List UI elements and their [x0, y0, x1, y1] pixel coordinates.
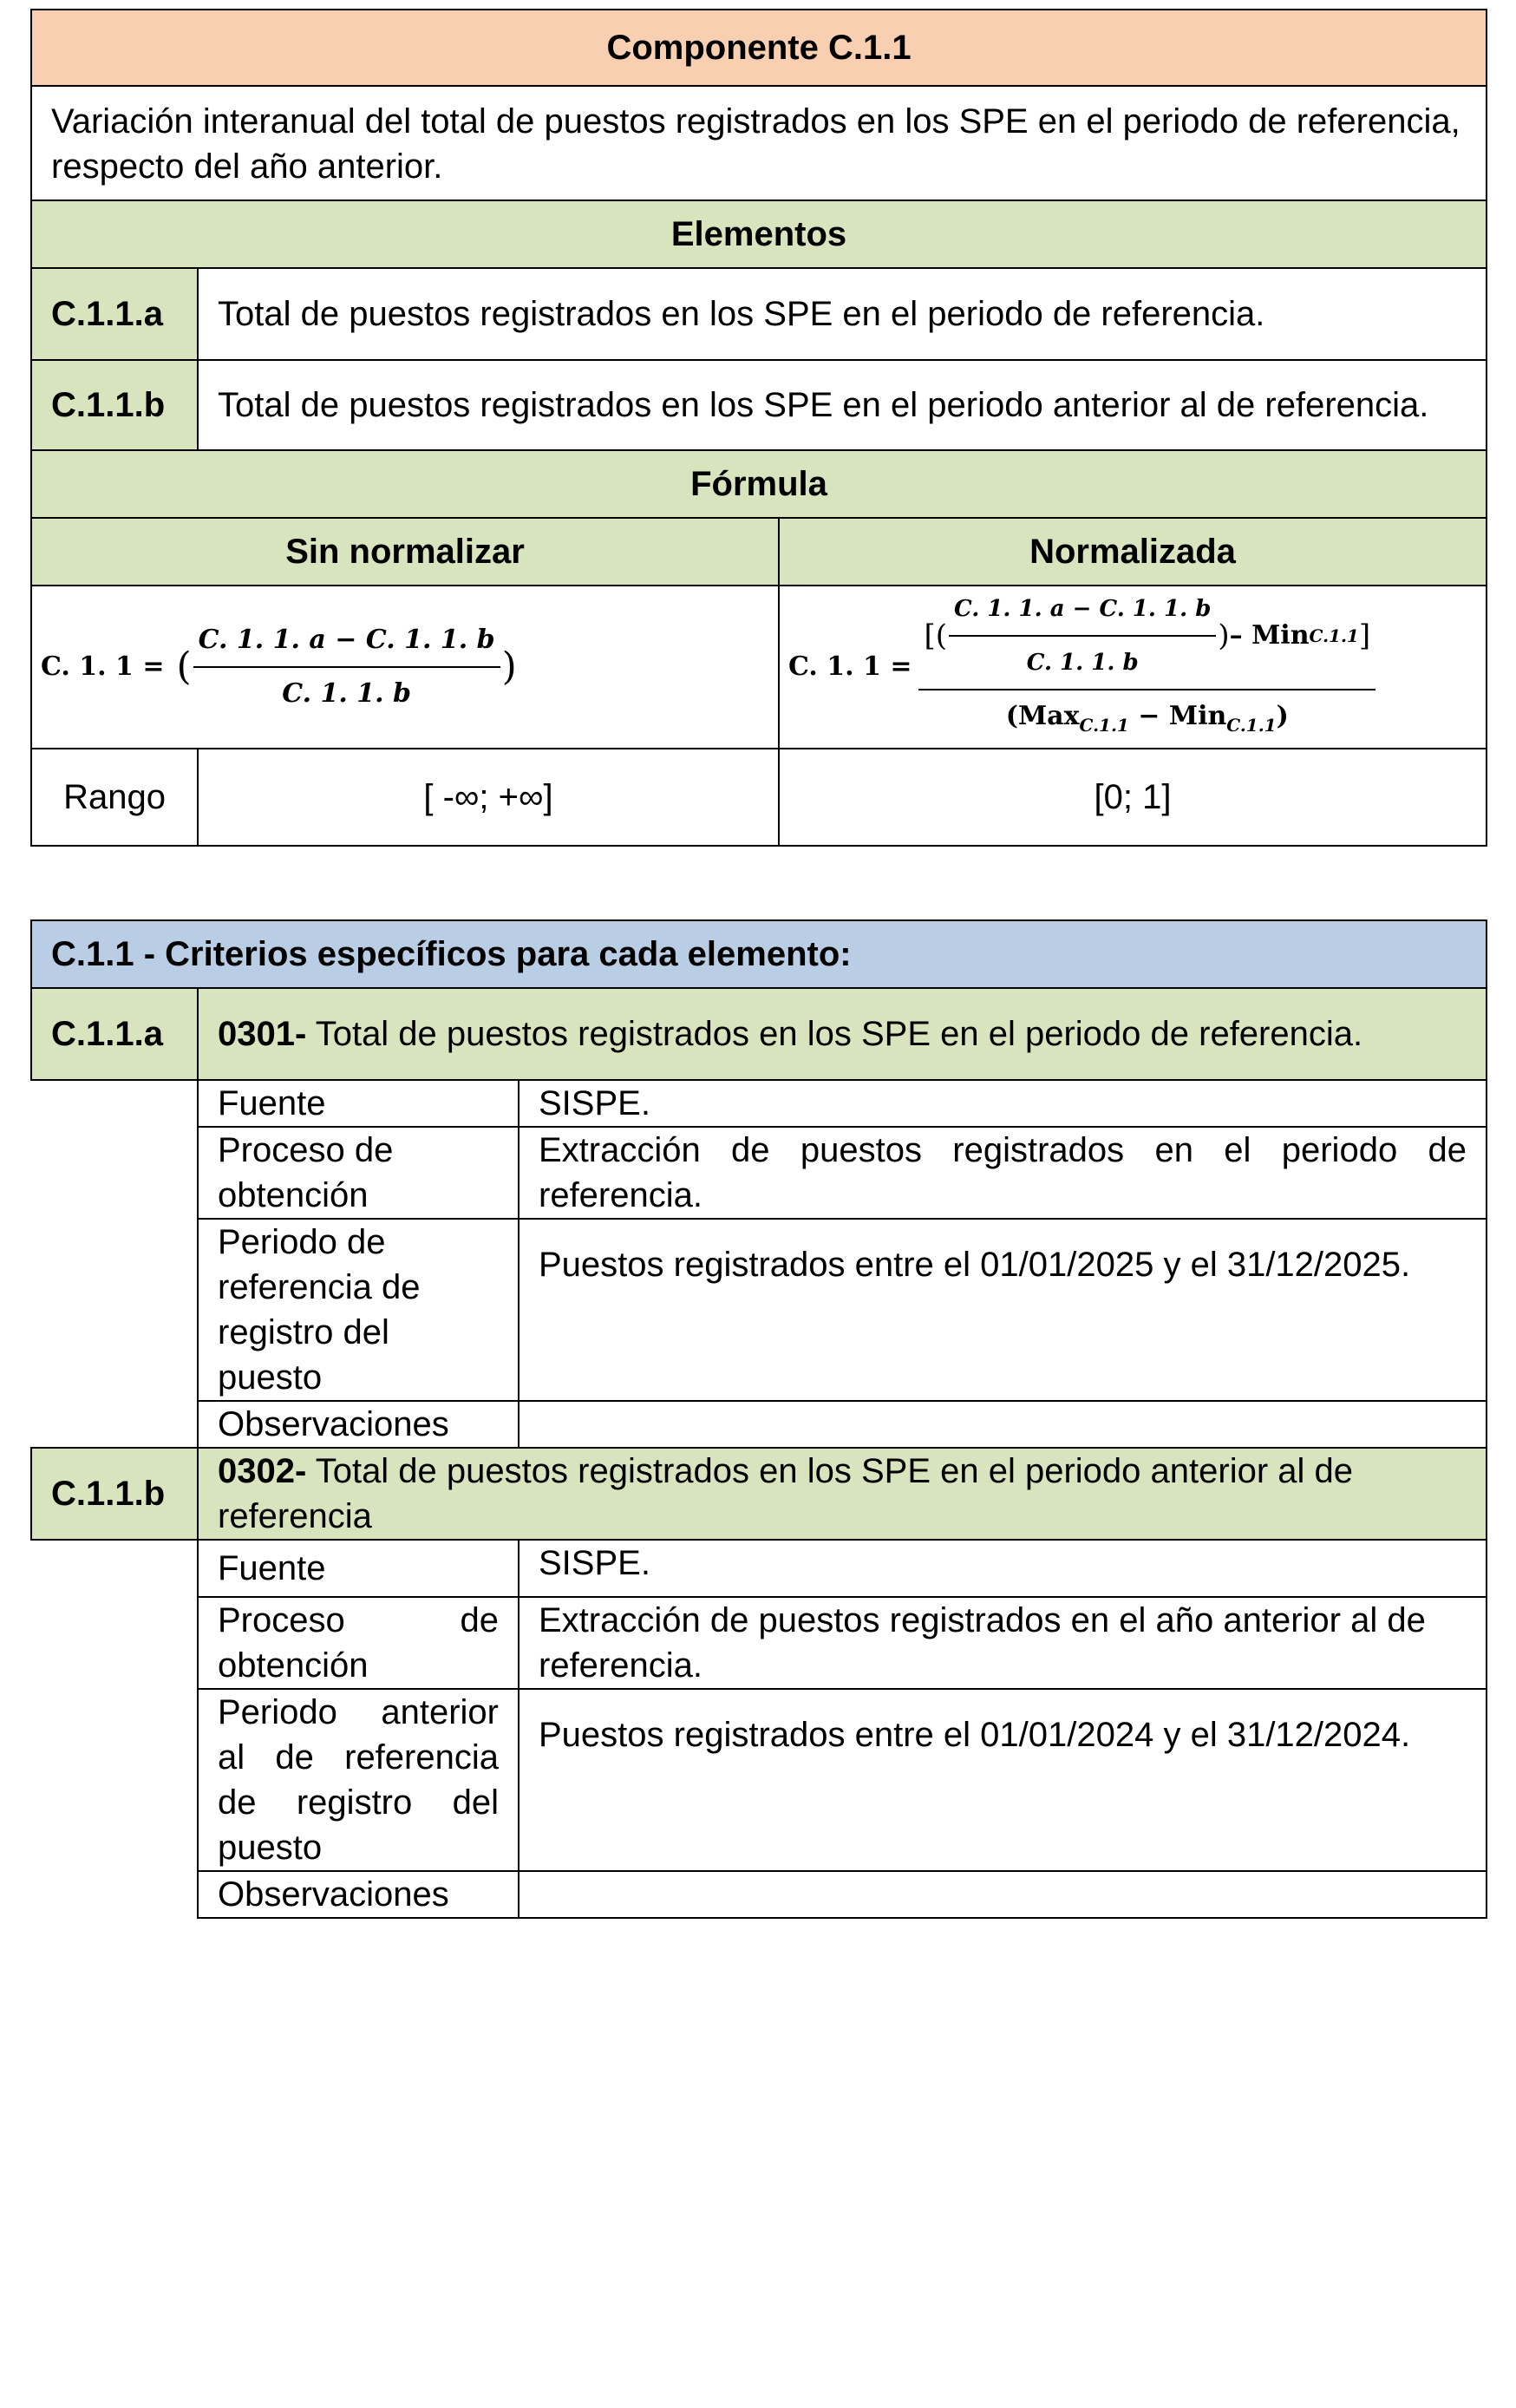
- criteria-b-value-periodo: Puestos registrados entre el 01/01/2024 y el 31/12/2024.: [519, 1689, 1487, 1871]
- criteria-header: C.1.1 - Criterios específicos para cada elemento:: [31, 920, 1487, 988]
- criteria-a-value-fuente: SISPE.: [519, 1080, 1487, 1127]
- formula-sin-numerator: C. 1. 1. a − C. 1. 1. b: [193, 618, 500, 668]
- criteria-num-a: 0301-: [218, 1015, 307, 1053]
- component-description: Variación interanual del total de puestos registrados en los SPE en el periodo de referencia, respecto del año anterior.: [31, 86, 1487, 200]
- criteria-b-label-proceso: Proceso de obtención: [198, 1597, 519, 1689]
- range-label: Rango: [31, 749, 198, 846]
- criteria-b-value-fuente: SISPE.: [519, 1540, 1487, 1597]
- criteria-b-label-fuente: Fuente: [198, 1540, 519, 1597]
- element-text-b: Total de puestos registrados en los SPE en el periodo anterior al de referencia.: [198, 360, 1487, 450]
- element-code-a: C.1.1.a: [31, 268, 198, 360]
- criteria-a-label-observaciones: Observaciones: [198, 1401, 519, 1448]
- criteria-a-label-fuente: Fuente: [198, 1080, 519, 1127]
- formula-normalizada: C. 1. 1 = [( $\frac{C. 1. 1. a - C. 1. 1. b}{C. 1. 1. b}$ ) – Min C.1.1 ] (Max$_{C.1.1}$ − Min$_{C.1.1}$): [779, 586, 1487, 749]
- formula-norm-sub-top: C.1.1: [1309, 625, 1359, 646]
- criteria-a-value-periodo: Puestos registrados entre el 01/01/2025 y el 31/12/2025.: [519, 1219, 1487, 1401]
- criteria-b-label-observaciones: Observaciones: [198, 1871, 519, 1918]
- col-normalizada: Normalizada: [779, 518, 1487, 586]
- criteria-a-value-observaciones: [519, 1401, 1487, 1448]
- formula-norm-max: Max: [1017, 701, 1080, 731]
- formula-norm-inner-denominator: C. 1. 1. b: [1026, 650, 1139, 676]
- criteria-text-a: Total de puestos registrados en los SPE en el periodo de referencia.: [306, 1015, 1363, 1053]
- formula-sin-denominator: C. 1. 1. b: [282, 678, 411, 709]
- criteria-a-label-periodo: Periodo de referencia de registro del puesto: [198, 1219, 519, 1401]
- component-table: [30, 9, 1487, 847]
- formula-norm-sub-max: C.1.1: [1079, 715, 1129, 736]
- element-text-a: Total de puestos registrados en los SPE en el periodo de referencia.: [198, 268, 1487, 360]
- col-sin-normalizar: Sin normalizar: [31, 518, 779, 586]
- range-normalizada: [0; 1]: [779, 749, 1487, 846]
- criteria-text-b: Total de puestos registrados en los SPE en el periodo anterior al de referencia: [218, 1452, 1353, 1535]
- criteria-code-b: C.1.1.b: [31, 1448, 198, 1540]
- criteria-a-label-proceso: Proceso de obtención: [198, 1127, 519, 1219]
- formula-sin-lhs: C. 1. 1 =: [41, 651, 165, 682]
- element-code-b: C.1.1.b: [31, 360, 198, 450]
- formula-norm-sub-min: C.1.1: [1226, 715, 1277, 736]
- formula-sin-normalizar: C. 1. 1 = ( $\frac{C. 1. 1. a - C. 1. 1. b}{C. 1. 1. b}$ ): [31, 586, 779, 749]
- criteria-num-b: 0302-: [218, 1452, 307, 1490]
- criteria-table: [30, 919, 1487, 1919]
- formula-header: Fórmula: [31, 450, 1487, 518]
- criteria-title-a: [198, 988, 1487, 1080]
- formula-norm-min-top: Min: [1251, 620, 1310, 651]
- formula-norm-min-bottom: Min: [1168, 701, 1227, 731]
- criteria-title-b: [198, 1448, 1487, 1540]
- criteria-b-label-periodo: Periodo anterior al de referencia de registro del puesto: [198, 1689, 519, 1871]
- criteria-b-value-proceso: Extracción de puestos registrados en el año anterior al de referencia.: [519, 1597, 1487, 1689]
- elements-header: Elementos: [31, 200, 1487, 268]
- criteria-a-value-proceso: Extracción de puestos registrados en el periodo de referencia.: [519, 1127, 1487, 1219]
- criteria-b-value-observaciones: [519, 1871, 1487, 1918]
- formula-norm-lhs: C. 1. 1 =: [788, 651, 912, 682]
- component-title: Componente C.1.1: [31, 10, 1487, 86]
- document: [30, 9, 1486, 1919]
- criteria-code-a: C.1.1.a: [31, 988, 198, 1080]
- range-sin-normalizar: [ -∞; +∞]: [198, 749, 779, 846]
- formula-norm-inner-numerator: C. 1. 1. a − C. 1. 1. b: [949, 586, 1216, 637]
